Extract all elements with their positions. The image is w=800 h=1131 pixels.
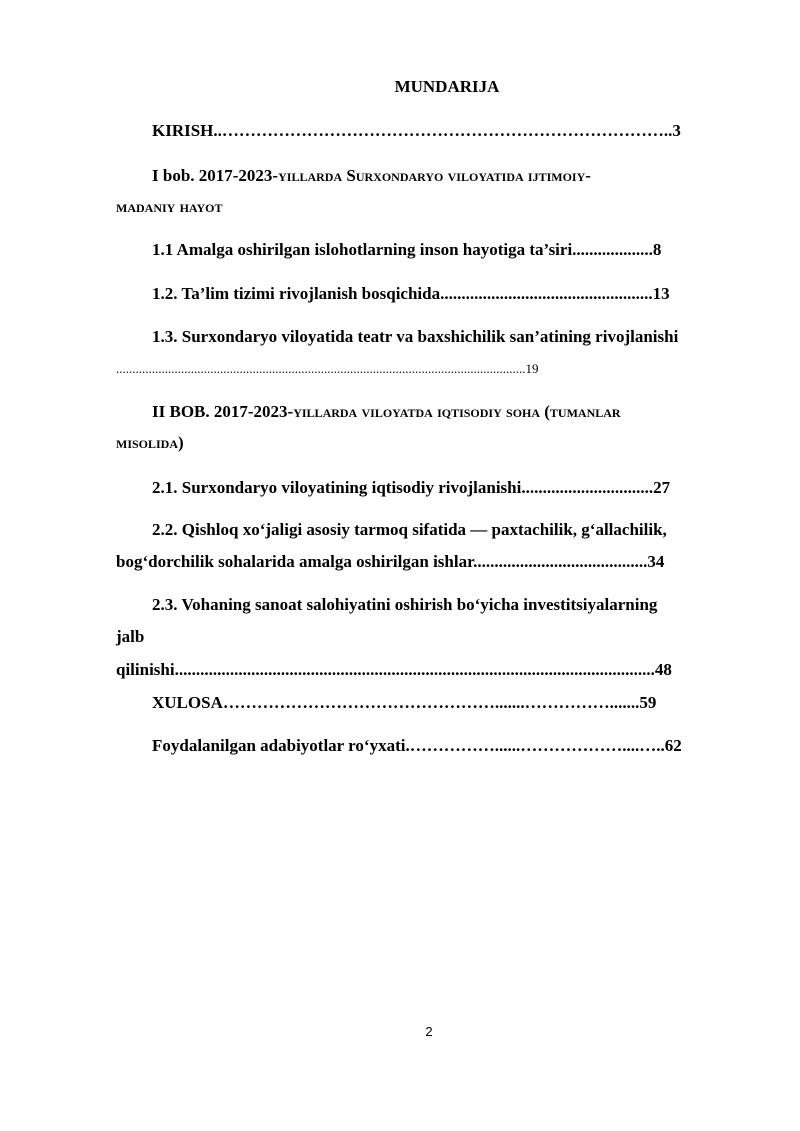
toc-entry-1-1: 1.1 Amalga oshirilgan islohotlarning inson hayotiga ta’siri...................8 [152, 240, 662, 259]
toc-entry-2-2-line-2: bog‘dorchilik sohalarida amalga oshirilgan ishlar.........................................34 [116, 552, 665, 571]
toc-entry-1-3-line-2: ..............................................................................................................................19 [116, 361, 539, 376]
toc-entry-xulosa: XULOSA………………………………………….......…………….......59 [152, 693, 657, 712]
toc-chapter-1-line-1 [152, 165, 591, 187]
toc-chapter-1-line-2: madaniy hayot [116, 197, 223, 216]
page-number: 2 [425, 1024, 433, 1039]
toc-chapter-2-line-2: misolida) [116, 433, 184, 452]
toc-entry-kirish: KIRISH..……………………………………………………………………..3 [152, 121, 681, 140]
toc-entry-2-3-line-2: jalb [116, 627, 145, 646]
toc-chapter-1-number: I bob. 2017-2023- [152, 166, 279, 185]
toc-chapter-2-line-1 [152, 401, 621, 423]
page-title: MUNDARIJA [394, 77, 500, 96]
toc-chapter-2-title: yillarda viloyatda iqtisodiy soha (tumanlar [293, 402, 621, 421]
toc-entry-foydalanilgan-adabiyotlar: Foydalanilgan adabiyotlar ro‘yxati.……………......………………....…..62 [152, 736, 682, 755]
toc-entry-2-2-line-1: 2.2. Qishloq xo‘jaligi asosiy tarmoq sifatida — paxtachilik, g‘allachilik, [152, 520, 667, 539]
toc-entry-1-2: 1.2. Ta’lim tizimi rivojlanish bosqichida..................................................13 [152, 284, 670, 303]
toc-chapter-1-title: yillarda Surxondaryo viloyatida ijtimoiy- [278, 166, 591, 185]
toc-entry-2-3-line-1: 2.3. Vohaning sanoat salohiyatini oshirish bo‘yicha investitsiyalarning [152, 595, 658, 614]
toc-entry-2-1: 2.1. Surxondaryo viloyatining iqtisodiy rivojlanishi...............................27 [152, 478, 671, 497]
toc-entry-2-3-line-3: qilinishi.................................................................................................................48 [116, 660, 672, 679]
toc-entry-1-3-line-1: 1.3. Surxondaryo viloyatida teatr va baxshichilik san’atining rivojlanishi [152, 327, 679, 346]
toc-chapter-2-number: II BOB. 2017-2023- [152, 402, 294, 421]
